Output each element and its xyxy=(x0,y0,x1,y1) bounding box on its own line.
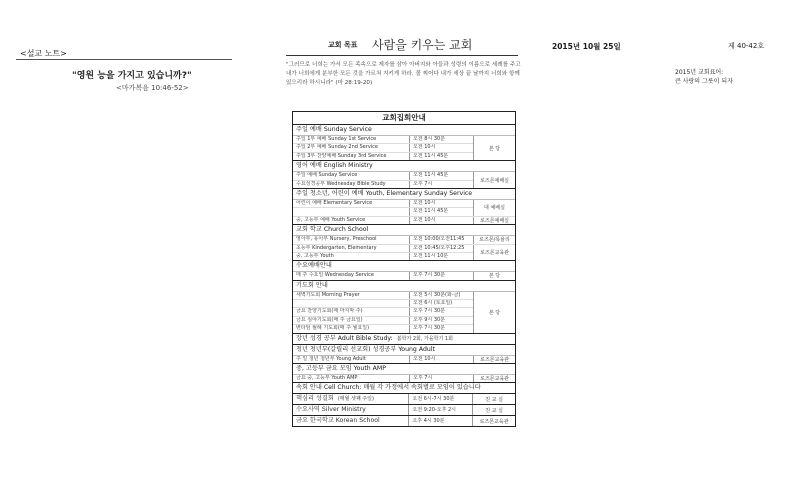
event-time: 오전 11시 45분 xyxy=(409,153,473,160)
schedule-row xyxy=(293,152,473,160)
sermon-note-label: <설교 노트> xyxy=(20,49,67,58)
event-name: 초등부 Kindergarten, Elementary xyxy=(296,244,377,251)
event-time: 오전 10시 xyxy=(409,144,473,151)
event-time: 오전 10:00/오전11:45 xyxy=(409,236,473,243)
schedule-row xyxy=(293,375,473,382)
section-heading xyxy=(293,125,515,136)
annual-theme-text: 큰 사랑의 그릇이 되자 xyxy=(675,78,733,85)
event-time: 오전 10:45/오후12:25 xyxy=(409,245,473,252)
section-heading xyxy=(293,394,408,404)
section-heading xyxy=(293,161,515,172)
section-heading xyxy=(293,225,515,236)
schedule-row xyxy=(293,356,473,363)
schedule-rows xyxy=(293,245,473,261)
event-place: 로즈몬교육관 xyxy=(473,356,515,363)
section-heading-text: 중, 고등부 금요 모임 Youth AMP xyxy=(296,365,386,373)
schedule-rows xyxy=(293,272,473,279)
section-note: 봄학기 2회, 가을학기 1회 xyxy=(396,335,453,342)
event-time: 오후 7시 30분 xyxy=(409,308,473,315)
schedule-section xyxy=(293,416,515,426)
section-heading-text: 주일 청소년, 어린이 예배 Youth, Elementary Sunday Service xyxy=(296,189,473,197)
schedule-rows xyxy=(293,200,473,216)
schedule-row xyxy=(293,272,473,279)
schedule-time: 오전 6시-7시 30분 xyxy=(408,394,472,404)
event-name: 새벽기도회 Morning Prayer xyxy=(296,291,360,298)
event-name: 주일 예배 Sunday Service xyxy=(296,172,358,179)
schedule-row xyxy=(293,405,515,415)
section-heading xyxy=(293,345,515,356)
schedule-row xyxy=(293,143,473,151)
schedule-rows xyxy=(293,236,473,243)
event-name xyxy=(293,300,409,307)
sermon-title: "영원 능을 가지고 있습니까?" xyxy=(72,71,192,81)
event-time: 오전 10시 xyxy=(409,200,473,207)
schedule-row xyxy=(293,236,473,243)
section-heading xyxy=(293,261,515,272)
event-time: 오전 11시 10분 xyxy=(409,253,473,260)
schedule-section xyxy=(293,225,515,261)
section-heading-text: 교회 학교 Church School xyxy=(296,226,369,234)
event-name: 중, 고등부 예배 Youth Service xyxy=(296,216,366,223)
schedule-row xyxy=(293,207,473,215)
issue-date: 2015년 10월 25일 xyxy=(552,42,621,51)
section-heading xyxy=(293,405,408,415)
event-time: 오후 9시 30분 xyxy=(409,317,473,324)
sermon-scripture: <마가복음 10:46-52> xyxy=(116,84,189,92)
event-name: 매 주 수요일 Wednesday Service xyxy=(296,272,374,279)
scripture-quote: "그러므로 너희는 가서 모든 족속으로 제자를 삼아 아버지와 아들과 성령의 이름으로 세례를 주고 내가 너희에게 분부한 모든 것을 가르쳐 지키게 하라. 볼 찌어다 내가 세상 끝 날까지 너희와 항께 있으리라 하시니라" (마 28:19-20) xyxy=(286,62,521,86)
schedule-section xyxy=(293,281,515,334)
event-place: 로즈몬/목율리 xyxy=(473,236,515,243)
event-time: 오후 7시 30분 xyxy=(409,325,473,332)
event-time: 오전 10시 xyxy=(409,217,473,224)
section-heading-text: 핵심리 성결회 xyxy=(296,395,334,403)
schedule-row xyxy=(293,316,473,324)
annual-theme xyxy=(675,68,733,86)
schedule-section xyxy=(293,364,515,383)
section-heading xyxy=(293,416,408,426)
schedule-group xyxy=(293,375,515,382)
event-time: 오전 11시 45분 xyxy=(409,172,473,179)
schedule-row xyxy=(293,307,473,315)
event-name: 주 일 청년 청년부 Young Adult xyxy=(296,355,366,362)
schedule-row xyxy=(293,292,473,299)
section-heading-text: 속회 안내 Cell Church: 매월 각 가정에서 속회별로 모임이 있습니다 xyxy=(296,384,481,392)
schedule-group xyxy=(293,172,515,188)
schedule-row xyxy=(293,200,473,207)
event-name: 변타임 월례 기도회(매 주 월요일) xyxy=(296,325,370,332)
event-time: 오전 8시 30분 xyxy=(409,136,473,143)
schedule-section xyxy=(293,394,515,405)
section-heading-text: 청년 청년부(갈릴리 선교회) 성경공부 Young Adult xyxy=(296,345,435,353)
section-heading xyxy=(293,189,515,200)
event-name: 영아부, 유아부 Nursery, Preschool xyxy=(296,236,377,243)
church-motto: 사람을 키우는 교회 xyxy=(372,38,473,52)
section-heading-text: 수요예배안내 xyxy=(296,262,332,270)
event-name: 금요 찬양기도회(매 마지막 주) xyxy=(296,308,363,315)
event-name: 금요 중, 고등부 Youth AMP xyxy=(296,375,358,382)
schedule-section xyxy=(293,189,515,225)
event-place: 대 예배실 xyxy=(473,200,515,216)
schedule-section xyxy=(293,383,515,394)
event-place: 로즈몬예배실 xyxy=(473,217,515,224)
schedule-group xyxy=(293,356,515,363)
section-heading-text: 기도회 안내 xyxy=(296,281,328,289)
section-heading-text: 금요 한국학교 Korean School xyxy=(296,417,380,425)
event-place: 로즈몬예배실 xyxy=(473,172,515,188)
schedule-group xyxy=(293,236,515,243)
schedule-row xyxy=(293,416,515,426)
event-time: 오후 7시 xyxy=(409,181,473,188)
schedule-section xyxy=(293,345,515,364)
schedule-table xyxy=(292,111,516,427)
schedule-row xyxy=(293,252,473,260)
section-heading-text: 장년 성경 공부 Adult Bible Study: xyxy=(296,334,393,342)
schedule-group xyxy=(293,200,515,216)
event-name: 주일 3부 찬양예배 Sunday 3rd Service xyxy=(296,152,387,159)
schedule-rows xyxy=(293,172,473,188)
schedule-group xyxy=(293,292,515,333)
event-name: 주일 2부 예배 Sunday 2nd Service xyxy=(296,144,378,151)
event-time: 오후 7시 30분 xyxy=(409,272,473,279)
schedule-section xyxy=(293,261,515,280)
schedule-section xyxy=(293,334,515,345)
event-name: 중, 고등부 Youth xyxy=(296,252,334,259)
schedule-section xyxy=(293,125,515,161)
event-place: 본 당 xyxy=(473,292,515,333)
schedule-row xyxy=(293,394,515,404)
section-heading-text: 수요사역 Silver Ministry xyxy=(296,406,366,414)
schedule-section xyxy=(293,405,515,416)
schedule-rows xyxy=(293,375,473,382)
schedule-row xyxy=(293,245,473,252)
schedule-body xyxy=(293,125,515,426)
section-heading xyxy=(293,383,515,393)
schedule-place: 친 교 실 xyxy=(472,394,515,404)
event-name: 어린이 예배 Elementary Service xyxy=(296,199,373,206)
section-heading xyxy=(293,281,515,292)
schedule-row xyxy=(293,180,473,188)
section-heading xyxy=(293,334,515,344)
schedule-section xyxy=(293,161,515,189)
schedule-place: 로즈몬교육관 xyxy=(472,416,515,426)
event-place: 본 당 xyxy=(473,136,515,160)
event-name: 주일 1부 예배 Sunday 1st Service xyxy=(296,136,377,142)
annual-theme-label: 2015년 교회표어: xyxy=(675,69,724,76)
section-note: (매월 셋째 주일) xyxy=(337,396,374,403)
schedule-row xyxy=(293,299,473,307)
schedule-group xyxy=(293,272,515,279)
event-time: 오후 7시 xyxy=(409,375,473,382)
divider xyxy=(16,59,232,60)
schedule-row xyxy=(293,136,473,143)
schedule-row xyxy=(293,217,473,224)
schedule-title: 교회집회안내 xyxy=(293,112,515,125)
schedule-rows xyxy=(293,356,473,363)
event-time: 오전 6시 (토요일) xyxy=(409,300,473,307)
event-name xyxy=(293,208,409,215)
section-heading-text: 영어 예배 English Ministry xyxy=(296,162,373,170)
issue-number: 제 40-42호 xyxy=(728,42,765,50)
event-time: 오전 11시 45분 xyxy=(409,208,473,215)
schedule-row xyxy=(293,172,473,179)
schedule-rows xyxy=(293,217,473,224)
schedule-time: 오후 4시 30분 xyxy=(408,416,472,426)
schedule-row xyxy=(293,324,473,332)
section-heading-text: 주일 예배 Sunday Service xyxy=(296,126,372,133)
schedule-time: 오전 9:20-오후 2시 xyxy=(408,405,472,415)
church-goal-label: 교회 목표 xyxy=(328,41,358,49)
event-place: 로즈몬교육관 xyxy=(473,375,515,382)
event-name: 수요성경공부 Wednesday Bible Study xyxy=(296,180,386,187)
section-heading xyxy=(293,364,515,375)
schedule-group xyxy=(293,244,515,261)
schedule-place: 친 교 실 xyxy=(472,405,515,415)
event-place: 본 당 xyxy=(473,272,515,279)
schedule-rows xyxy=(293,292,473,333)
divider xyxy=(286,55,518,56)
event-place: 로즈몬교육관 xyxy=(473,245,515,261)
schedule-rows xyxy=(293,136,473,160)
schedule-group xyxy=(293,216,515,224)
event-time: 오전 5시 30분(화-금) xyxy=(409,292,473,299)
event-time: 오전 10시 xyxy=(409,356,473,363)
event-name: 금요 심야기도회(매 주 금요일) xyxy=(296,316,363,323)
schedule-group xyxy=(293,136,515,160)
